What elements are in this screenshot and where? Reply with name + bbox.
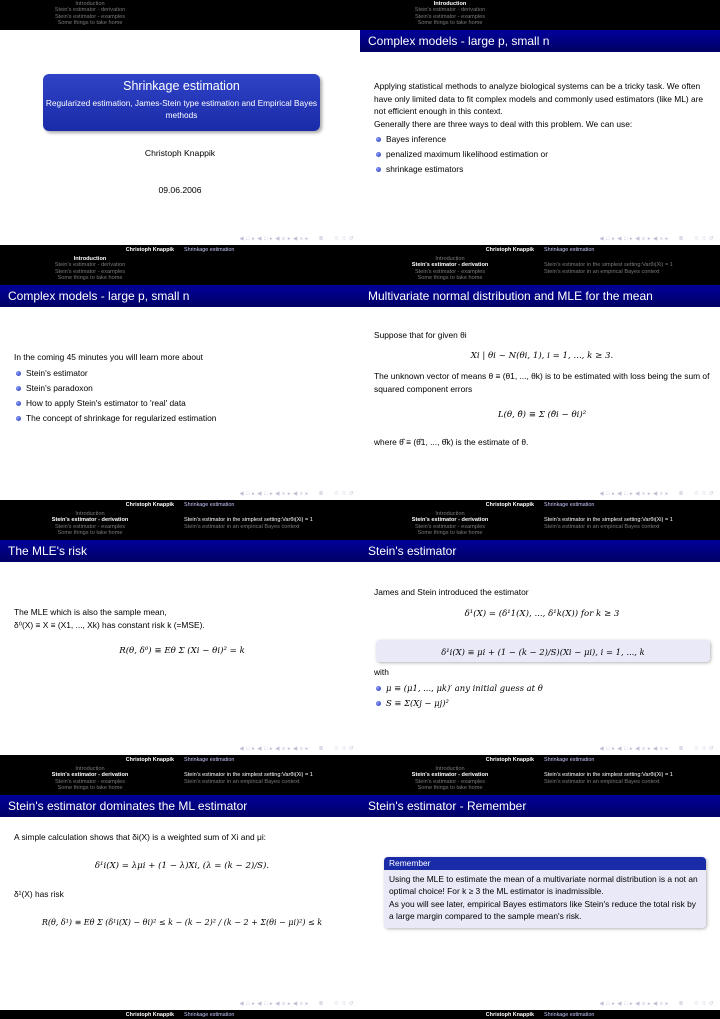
nav-section-derivation[interactable]: Stein's estimator - derivation	[54, 7, 126, 14]
paragraph: Applying statistical methods to analyze biological systems can be a tricky task. We often have only limited data to fit complex models and commonly used estimators (like ML) are not efficient enough in this context.	[374, 81, 704, 116]
slide-body	[14, 831, 350, 945]
nav-section-takehome[interactable]: Some things to take home	[417, 530, 483, 537]
paragraph: The unknown vector of means θ ≡ (θ1, ..., θk) is to be estimated with loss being the sum of squared component errors	[374, 371, 710, 394]
frame-title: Stein's estimator - Remember	[360, 795, 720, 817]
paragraph: δ¹(X) has risk	[14, 889, 64, 899]
section-nav-right	[180, 0, 360, 30]
nav-section-derivation[interactable]: Stein's estimator - derivation	[411, 262, 489, 269]
nav-section-derivation[interactable]: Stein's estimator - derivation	[51, 517, 129, 524]
nav-bar	[0, 0, 360, 30]
footer-author: Christoph Knappik	[125, 502, 174, 508]
nav-section-examples[interactable]: Stein's estimator - examples	[54, 268, 126, 275]
frame-title: Stein's estimator	[360, 540, 720, 562]
frame-title: Multivariate normal distribution and MLE for the mean	[360, 285, 720, 307]
slide-body	[14, 351, 350, 426]
footer-title: Shrinkage estimation	[184, 502, 235, 508]
nav-subsection-empirical-bayes[interactable]: Stein's estimator in an empirical Bayes context	[184, 523, 300, 530]
section-nav	[0, 0, 180, 30]
frame-title: Complex models - large p, small n	[360, 30, 720, 52]
beamer-nav-symbols[interactable]: ◀ □ ▸ ◀ □ ▸ ◀ ≡ ▸ ◀ ≡ ▸ ≣ ♲ ♲ ↺	[599, 236, 714, 242]
nav-section-takehome[interactable]: Some things to take home	[417, 785, 483, 792]
equation: δ¹(X) = (δ¹1(X), ..., δ¹k(X)) for k ≥ 3	[464, 608, 620, 619]
nav-subsection-simplest[interactable]: Stein's estimator in the simplest setting:Varθi(Xi) = 1	[544, 262, 673, 269]
nav-section-intro[interactable]: Introduction	[75, 766, 105, 772]
footer-title: Shrinkage estimation	[544, 247, 595, 253]
nav-section-examples[interactable]: Stein's estimator - examples	[54, 778, 126, 785]
slide-body	[14, 606, 350, 672]
footer-title: Shrinkage estimation	[184, 757, 235, 763]
slide-complex-models-1	[360, 0, 720, 255]
section-nav	[360, 0, 540, 30]
nav-section-takehome[interactable]: Some things to take home	[57, 530, 123, 537]
nav-section-intro[interactable]: Introduction	[435, 256, 465, 262]
bullet-list	[374, 132, 710, 177]
nav-section-derivation[interactable]: Stein's estimator - derivation	[51, 772, 129, 779]
nav-bar	[0, 510, 360, 540]
nav-section-takehome[interactable]: Some things to take home	[417, 275, 483, 282]
equation: Xi | θi ~ N(θi, 1), i = 1, ..., k ≥ 3.	[470, 350, 614, 361]
nav-section-takehome[interactable]: Some things to take home	[57, 275, 123, 282]
nav-subsection-empirical-bayes[interactable]: Stein's estimator in an empirical Bayes context	[184, 778, 300, 785]
paragraph: Using the MLE to estimate the mean of a multivariate normal distribution is a not an optimal choice! For k ≥ 3 the ML estimator is inadmissible.	[389, 874, 698, 897]
footer-author: Christoph Knappik	[125, 757, 174, 763]
nav-subsection-empirical-bayes[interactable]: Stein's estimator in an empirical Bayes context	[544, 778, 660, 785]
stein-estimator-formula: δ¹i(X) ≡ μi + (1 − (k − 2)/S)(Xi − μi), i = 1, ..., k	[376, 640, 710, 662]
nav-subsection-empirical-bayes[interactable]: Stein's estimator in an empirical Bayes context	[544, 268, 660, 275]
paragraph: with	[374, 667, 389, 677]
block-body	[384, 870, 706, 928]
paragraph: A simple calculation shows that δi(X) is a weighted sum of Xi and μi:	[14, 832, 267, 842]
paragraph: In the coming 45 minutes you will learn more about	[14, 352, 204, 362]
paragraph: Generally there are three ways to deal with this problem. We can use:	[374, 118, 633, 129]
slide-body	[374, 586, 710, 629]
footer-bar	[0, 245, 360, 255]
nav-subsection-simplest[interactable]: Stein's estimator in the simplest setting:Varθi(Xi) = 1	[184, 517, 313, 524]
list-item: How to apply Stein's estimator to 'real' data	[14, 396, 350, 411]
paragraph: Suppose that for given θi	[374, 330, 467, 340]
remember-block	[384, 857, 706, 928]
block-title: Remember	[384, 857, 706, 870]
footer-bar	[360, 755, 720, 765]
presentation-title: Shrinkage estimation	[123, 79, 240, 93]
footer-bar	[360, 500, 720, 510]
beamer-nav-symbols[interactable]: ◀ □ ▸ ◀ □ ▸ ◀ ≡ ▸ ◀ ≡ ▸ ≣ ♲ ♲ ↺	[599, 491, 714, 497]
frame-title: Complex models - large p, small n	[0, 285, 360, 307]
slide-steins-estimator	[360, 510, 720, 765]
subsection-nav	[540, 255, 720, 285]
frame-title: The MLE's risk	[0, 540, 360, 562]
paragraph: δ⁰(X) ≡ X ≡ (X1, ..., Xk) has constant risk k (=MSE).	[14, 619, 205, 630]
slide-dominates-ml	[0, 765, 360, 1019]
equation: δ¹i(X) = λμi + (1 − λ)Xi, (λ = (k − 2)/S).	[94, 860, 270, 871]
footer-title: Shrinkage estimation	[544, 1012, 595, 1018]
subsection-nav	[540, 765, 720, 795]
beamer-nav-symbols[interactable]: ◀ □ ▸ ◀ □ ▸ ◀ ≡ ▸ ◀ ≡ ▸ ≣ ♲ ♲ ↺	[599, 1001, 714, 1007]
nav-section-takehome[interactable]: Some things to take home	[417, 20, 483, 27]
nav-section-examples[interactable]: Stein's estimator - examples	[54, 13, 126, 20]
list-item: shrinkage estimators	[374, 162, 710, 177]
list-item: S ≡ Σ(Xj − μj)²	[374, 696, 710, 711]
subsection-nav	[540, 510, 720, 540]
slide-body	[374, 329, 710, 448]
equation: L(θ, θ̂) ≡ Σ (θ̂i − θi)²	[497, 410, 587, 420]
list-item: Stein's paradoxon	[14, 381, 350, 396]
footer-title: Shrinkage estimation	[544, 502, 595, 508]
nav-subsection-empirical-bayes[interactable]: Stein's estimator in an empirical Bayes context	[544, 523, 660, 530]
presentation-subtitle: Regularized estimation, James-Stein type estimation and Empirical Bayes methods	[45, 98, 318, 120]
nav-section-intro[interactable]: Introduction	[75, 1, 105, 7]
nav-section-intro[interactable]: Introduction	[435, 766, 465, 772]
slide-remember	[360, 765, 720, 1019]
paragraph: where θ̂ ≡ (θ̂1, ..., θ̂k) is the estimate of θ.	[374, 436, 529, 447]
nav-section-examples[interactable]: Stein's estimator - examples	[414, 778, 486, 785]
nav-section-derivation[interactable]: Stein's estimator - derivation	[411, 517, 489, 524]
footer-bar	[360, 245, 720, 255]
footer-author: Christoph Knappik	[125, 247, 174, 253]
nav-section-examples[interactable]: Stein's estimator - examples	[414, 268, 486, 275]
bullet-list	[14, 366, 350, 426]
equation-block	[376, 640, 710, 662]
nav-bar	[360, 765, 720, 795]
nav-bar	[0, 765, 360, 795]
slide-multivariate-normal	[360, 255, 720, 510]
frame-title: Stein's estimator dominates the ML estimator	[0, 795, 360, 817]
nav-section-derivation[interactable]: Stein's estimator - derivation	[414, 7, 486, 14]
nav-section-derivation[interactable]: Stein's estimator - derivation	[411, 772, 489, 779]
nav-section-takehome[interactable]: Some things to take home	[57, 785, 123, 792]
author-name: Christoph Knappik	[144, 148, 216, 158]
nav-bar	[360, 0, 720, 30]
slide-body	[374, 80, 710, 177]
nav-section-intro[interactable]: Introduction	[73, 256, 107, 262]
nav-section-examples[interactable]: Stein's estimator - examples	[414, 523, 486, 530]
slide-title	[0, 0, 360, 255]
nav-subsection-simplest[interactable]: Stein's estimator in the simplest setting:Varθi(Xi) = 1	[184, 772, 313, 779]
presentation-date: 09.06.2006	[158, 185, 202, 195]
title-block	[43, 74, 320, 131]
nav-section-intro[interactable]: Introduction	[435, 511, 465, 517]
beamer-nav-symbols[interactable]: ◀ □ ▸ ◀ □ ▸ ◀ ≡ ▸ ◀ ≡ ▸ ≣ ♲ ♲ ↺	[239, 1001, 354, 1007]
list-item: μ ≡ (μ1, ..., μk)′ any initial guess at θ	[374, 681, 710, 696]
nav-section-examples[interactable]: Stein's estimator - examples	[54, 523, 126, 530]
slide-mle-risk	[0, 510, 360, 765]
beamer-nav-symbols[interactable]: ◀ □ ▸ ◀ □ ▸ ◀ ≡ ▸ ◀ ≡ ▸ ≣ ♲ ♲ ↺	[599, 746, 714, 752]
nav-section-intro[interactable]: Introduction	[433, 1, 467, 7]
nav-bar	[360, 510, 720, 540]
footer-author: Christoph Knappik	[485, 1012, 534, 1018]
footer-author: Christoph Knappik	[485, 502, 534, 508]
slide-complex-models-2	[0, 255, 360, 510]
footer-title: Shrinkage estimation	[184, 247, 235, 253]
slide-body-lower	[374, 666, 710, 711]
nav-subsection-simplest[interactable]: Stein's estimator in the simplest setting:Varθi(Xi) = 1	[544, 772, 673, 779]
list-item: The concept of shrinkage for regularized estimation	[14, 411, 350, 426]
footer-bar	[360, 1010, 720, 1019]
footer-bar	[0, 755, 360, 765]
nav-section-takehome[interactable]: Some things to take home	[57, 20, 123, 27]
beamer-nav-symbols[interactable]: ◀ □ ▸ ◀ □ ▸ ◀ ≡ ▸ ◀ ≡ ▸ ≣ ♲ ♲ ↺	[239, 746, 354, 752]
list-item: penalized maximum likelihood estimation or	[374, 147, 710, 162]
nav-bar	[0, 255, 360, 285]
list-item: Bayes inference	[374, 132, 710, 147]
footer-bar	[0, 1010, 360, 1019]
beamer-nav-symbols[interactable]: ◀ □ ▸ ◀ □ ▸ ◀ ≡ ▸ ◀ ≡ ▸ ≣ ♲ ♲ ↺	[239, 491, 354, 497]
nav-bar	[360, 255, 720, 285]
nav-section-intro[interactable]: Introduction	[75, 511, 105, 517]
paragraph: The MLE which is also the sample mean,	[14, 607, 167, 617]
paragraph: As you will see later, empirical Bayes estimators like Stein's reduce the total risk by a large margin compared to the sample mean's risk.	[389, 898, 696, 922]
footer-author: Christoph Knappik	[125, 1012, 174, 1018]
footer-bar	[0, 500, 360, 510]
beamer-nav-symbols[interactable]: ◀ □ ▸ ◀ □ ▸ ◀ ≡ ▸ ◀ ≡ ▸ ≣ ♲ ♲ ↺	[239, 236, 354, 242]
equation: R(θ, δ⁰) ≡ Eθ Σ (Xi − θi)² = k	[119, 646, 245, 656]
bullet-list	[374, 681, 710, 711]
paragraph: James and Stein introduced the estimator	[374, 587, 529, 597]
nav-section-derivation[interactable]: Stein's estimator - derivation	[54, 262, 126, 269]
nav-section-examples[interactable]: Stein's estimator - examples	[414, 13, 486, 20]
subsection-nav	[180, 765, 360, 795]
nav-subsection-simplest[interactable]: Stein's estimator in the simplest setting:Varθi(Xi) = 1	[544, 517, 673, 524]
equation: R(θ, δ¹) ≡ Eθ Σ (δ¹i(X) − θi)² ≤ k − (k − 2)² / (k − 2 + Σ(θi − μi)²) ≤ k	[41, 917, 323, 927]
subsection-nav	[180, 510, 360, 540]
footer-author: Christoph Knappik	[485, 247, 534, 253]
footer-title: Shrinkage estimation	[184, 1012, 235, 1018]
footer-author: Christoph Knappik	[485, 757, 534, 763]
list-item: Stein's estimator	[14, 366, 350, 381]
footer-title: Shrinkage estimation	[544, 757, 595, 763]
